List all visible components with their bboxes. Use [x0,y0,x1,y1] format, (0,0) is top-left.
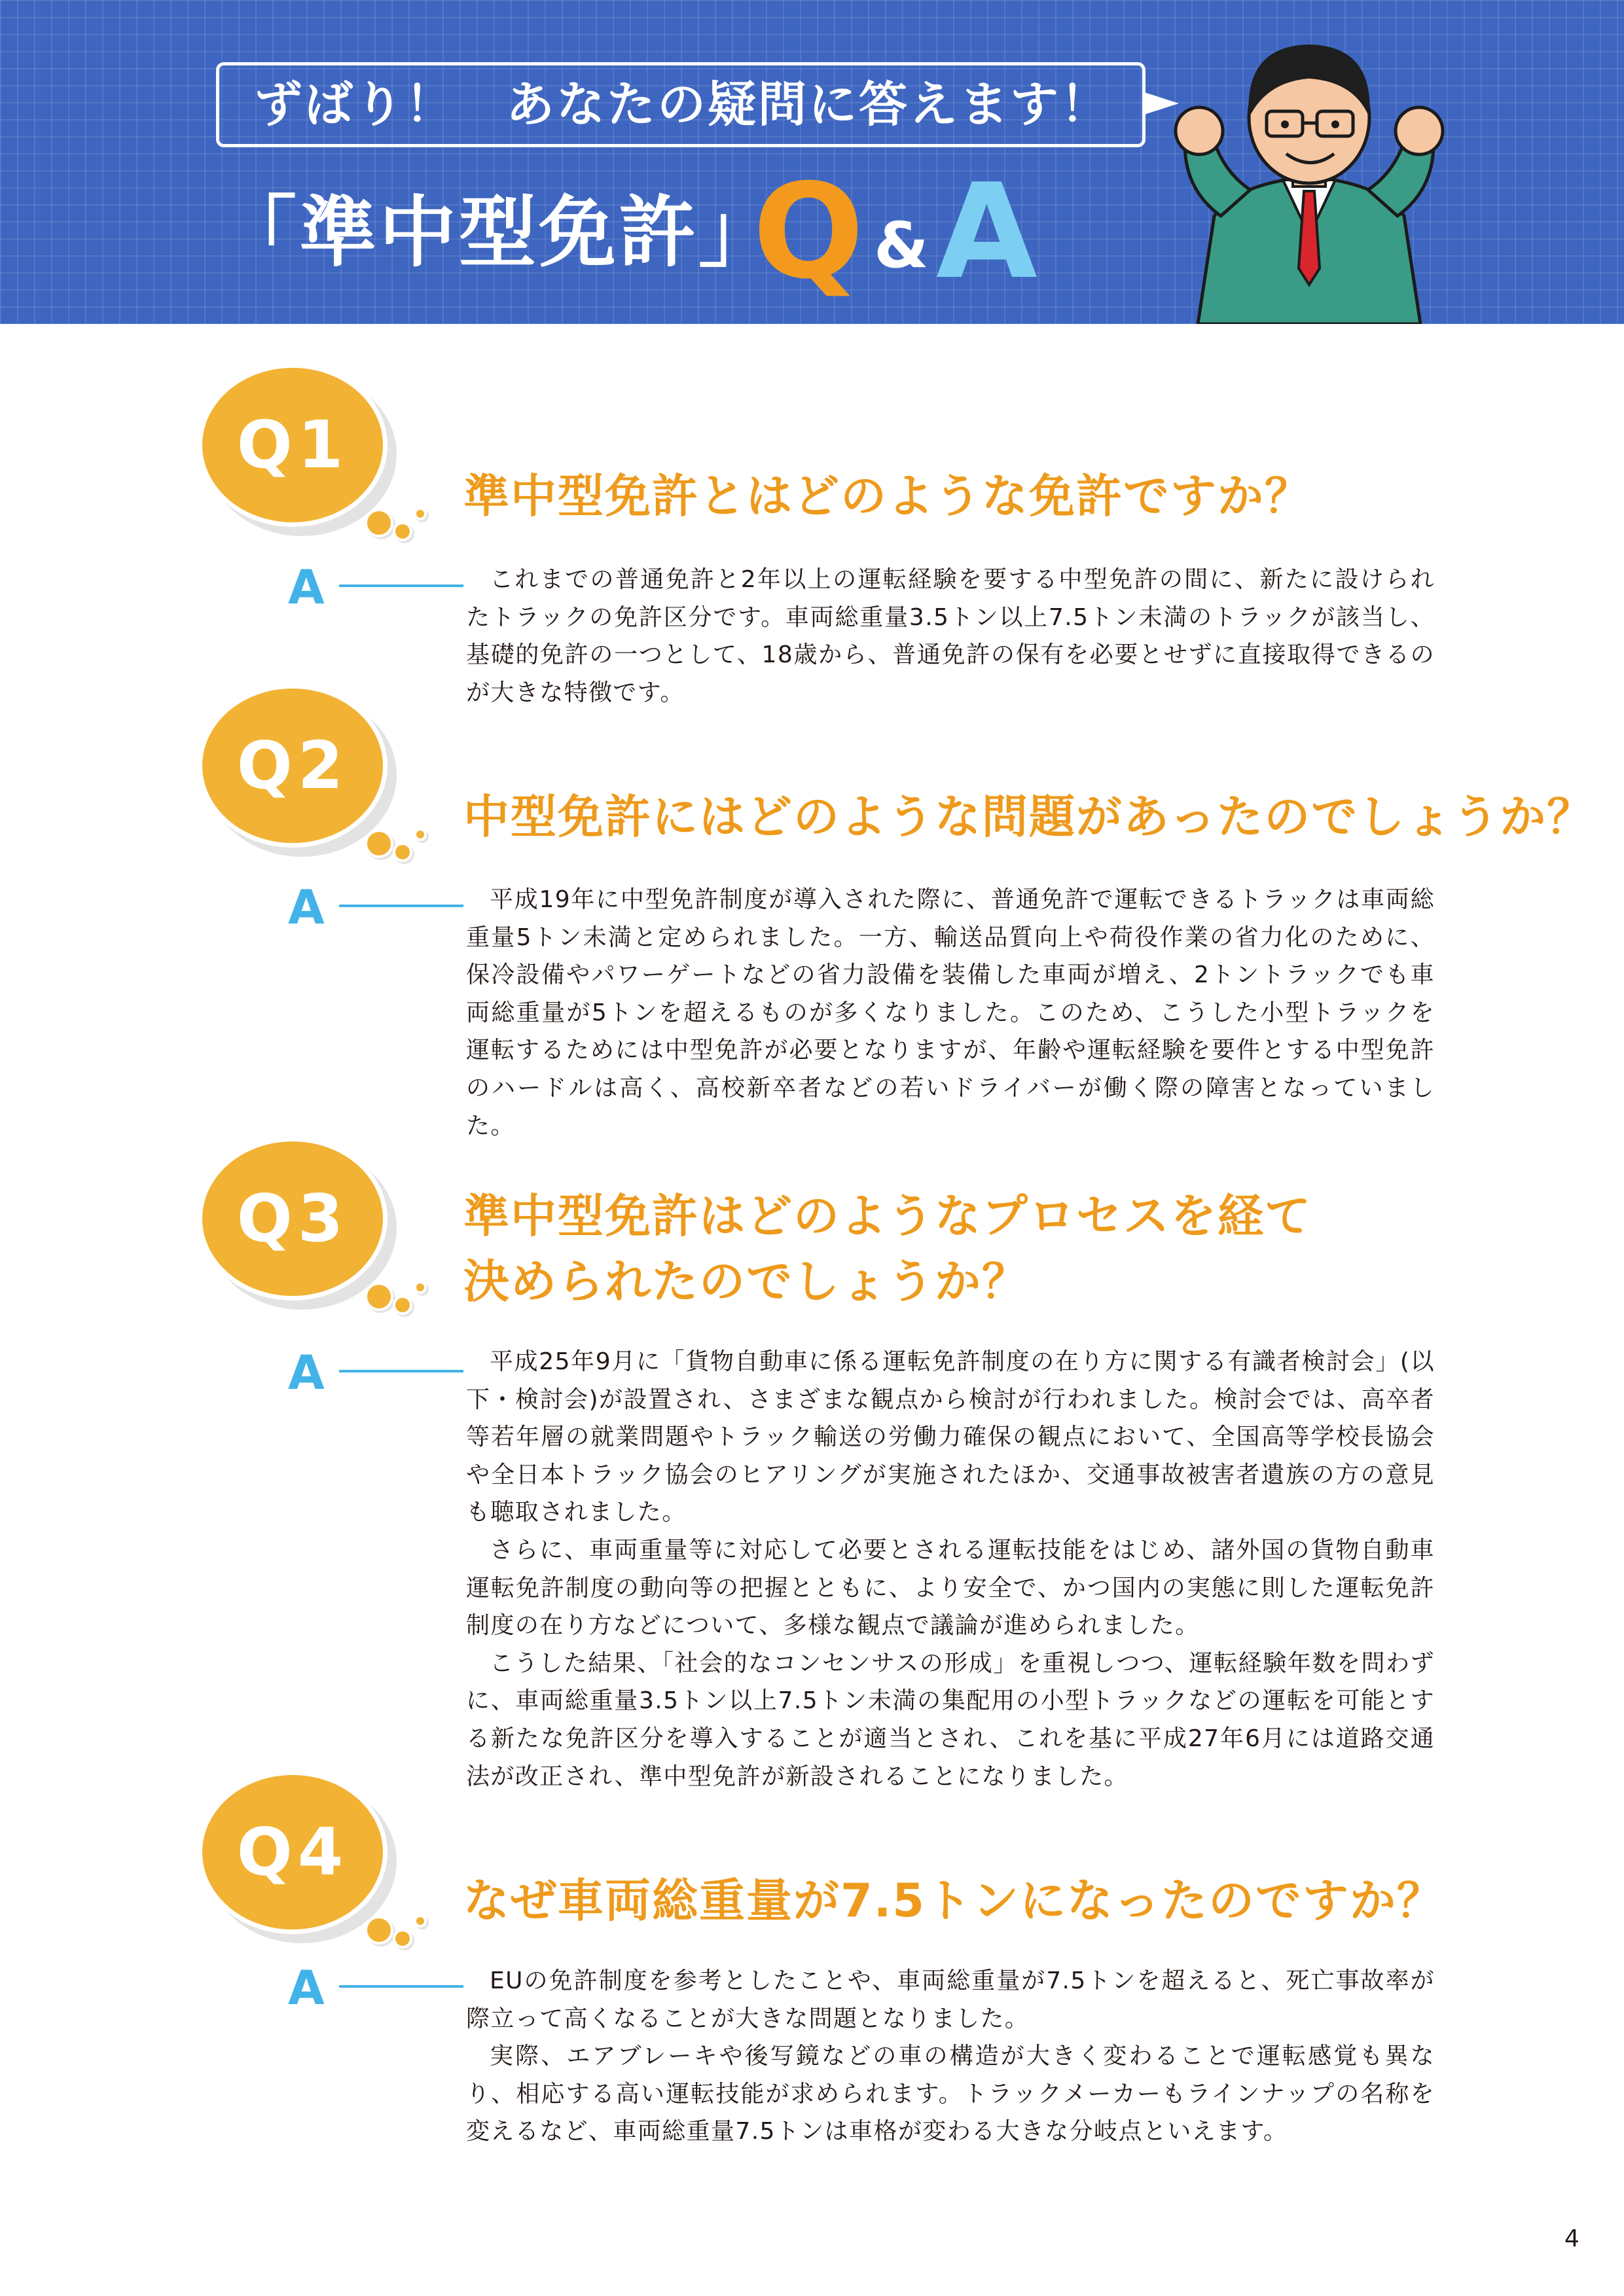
a2-marker: A [288,880,325,935]
a3-answer [466,1343,1435,1795]
a3-paragraph-2: さらに、車両重量等に対応して必要とされる運転技能をはじめ、諸外国の貨物自動車運転免許制度の動向等の把握とともに、より安全で、かつ国内の実態に則した運転免許制度の在り方などについて、多様な観点で議論が進められました。 [466,1536,1435,1640]
header-tagline: ずばり！ あなたの疑問に答えます！ [254,77,1111,133]
a3-paragraph-1: 平成25年9月に「貨物自動車に係る運転免許制度の在り方に関する有識者検討会」(以下・検討会)が設置され、さまざまな観点から検討が行われました。検討会では、高卒者等若年層の就業問題やトラック輸送の労働力確保の観点において、全国高等学校長協会や全日本トラック協会のヒアリングが実施されたほか、交通事故被害者遺族の方の意見も聴取されました。 [466,1348,1435,1526]
a2-paragraph: 平成19年に中型免許制度が導入された際に、普通免許で運転できるトラックは車両総重量5トン未満と定められました。一方、輸送品質向上や荷役作業の省力化のために、保冷設備やパワーゲートなどの省力設備を装備した車両が増え、2トントラックでも車両総重量が5トンを超えるものが多くなりました。このため、こうした小型トラックを運転するためには中型免許が必要となりますが、年齢や運転経験を要件とする中型免許のハードルは高く、高校新卒者などの若いドライバーが働く際の障害となっていました。 [466,886,1435,1139]
q3-question-line1: 準中型免許はどのようなプロセスを経て [463,1189,1312,1243]
businessman-illustration [1159,20,1460,324]
q4-badge [198,1770,420,1967]
a2-connector-line [339,905,463,907]
page-number: 4 [1564,2225,1579,2252]
q1-badge [198,363,420,560]
q2-label: Q2 [236,727,349,804]
q2-badge [198,684,420,880]
qa-q-letter: Q [753,156,865,308]
a3-marker: A [288,1345,325,1400]
header-banner [0,0,1624,324]
q4-question: なぜ車両総重量が7.5トンになったのですか？ [463,1874,1445,1928]
q2-question: 中型免許にはどのような問題があったのでしょうか？ [463,790,1595,844]
a3-paragraph-3: こうした結果、「社会的なコンセンサスの形成」を重視しつつ、運転経験年数を問わずに、車両総重量3.5トン以上7.5トン未満の集配用の小型トラックなどの運転を可能とする新たな免許区分を導入することが適当とされ、これを基に平成27年6月には道路交通法が改正され、準中型免許が新設されることになりました。 [466,1649,1435,1790]
a4-paragraph-1: EUの免許制度を参考としたことや、車両総重量が7.5トンを超えると、死亡事故率が際立って高くなることが大きな問題となりました。 [466,1967,1435,2032]
a2-answer [466,881,1435,1145]
q4-label: Q4 [236,1814,349,1890]
qa-ampersand: & [874,209,929,282]
q1-question: 準中型免許とはどのような免許ですか？ [463,469,1312,523]
a4-answer [466,1962,1435,2151]
q1-label: Q1 [236,406,349,483]
a1-marker: A [288,560,325,615]
a3-connector-line [339,1370,463,1372]
qa-a-letter: A [936,156,1038,308]
a1-connector-line [339,584,463,587]
page-title: 「準中型免許」 [219,187,779,278]
q3-label: Q3 [236,1180,349,1257]
q3-question-line2: 決められたのでしょうか？ [463,1255,1029,1308]
a1-paragraph: これまでの普通免許と2年以上の運転経験を要する中型免許の間に、新たに設けられたトラックの免許区分です。車両総重量3.5トン以上7.5トン未満のトラックが該当し、基礎的免許の一つとして、18歳から、普通免許の保有を必要とせずに直接取得できるのが大きな特徴です。 [466,566,1435,706]
a4-paragraph-2: 実際、エアブレーキや後写鏡などの車の構造が大きく変わることで運転感覚も異なり、相応する高い運転技能が求められます。トラックメーカーもラインナップの名称を変えるなど、車両総重量7.5トンは車格が変わる大きな分岐点といえます。 [466,2043,1435,2145]
a4-connector-line [339,1985,463,1988]
q3-badge [198,1137,420,1333]
a1-answer [466,561,1435,711]
a4-marker: A [288,1960,325,2015]
